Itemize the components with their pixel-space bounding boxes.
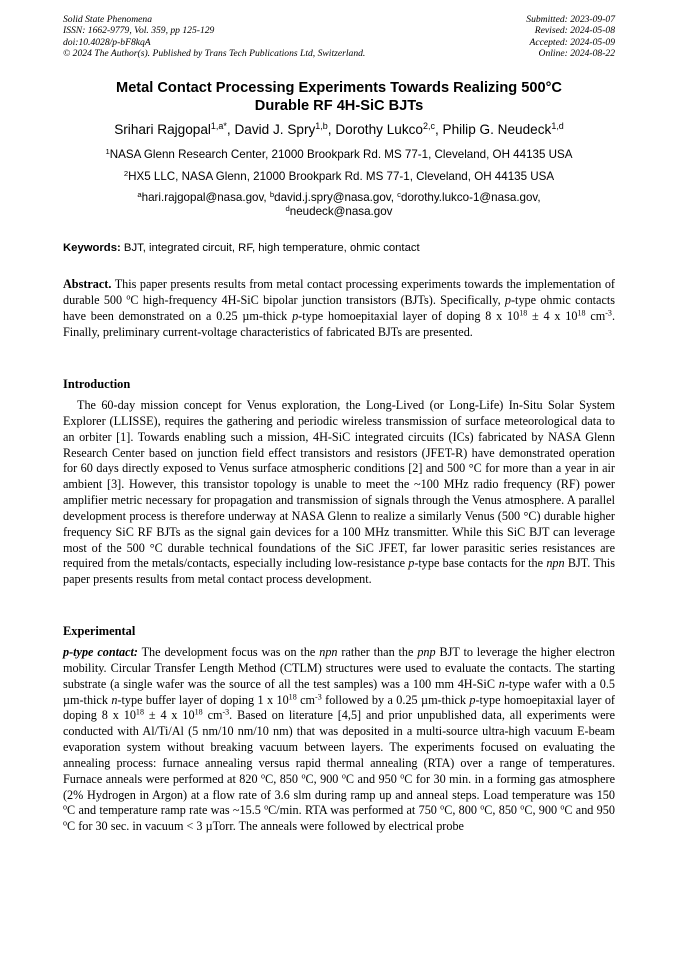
accepted-date: Accepted: 2024-05-09 [529, 36, 615, 48]
issn-line: ISSN: 1662-9779, Vol. 359, pp 125-129 [63, 25, 215, 37]
doi-line: doi:10.4028/p-bF8kqA [63, 36, 151, 48]
experimental-heading: Experimental [63, 624, 136, 638]
keywords [63, 241, 615, 255]
author-name: Dorothy Lukco [335, 122, 423, 137]
abstract-label: Abstract. [63, 277, 112, 291]
author-name: David J. Spry [234, 122, 316, 137]
journal-name: Solid State Phenomena [63, 14, 152, 25]
abstract: Abstract. This paper presents results from metal contact processing experiments towards the implementation of durable 500 $^o$C high-frequency 4H-SiC bipolar junction transistors (BJTs). Specifically, p-type ohmic contacts have been demonstrated on a 0.25 µm-thick p-type homoepitaxial layer of doping 8 x $10^{18} \pm 4$ x $10^{18}$ $cm^{-3}$. Finally, preliminary current-voltage characteristics of fabricated BJTs are presented. [63, 277, 615, 339]
introduction-paragraph: The 60-day mission concept for Venus exploration, the Long-Lived (or Long-Life) In-Situ Solar System Explorer (LLISSE), requires the gathering and periodic wireless transmission of surface meteorological data to an orbiter [1]. Towards enabling such a mission, 4H-SiC integrated circuits (ICs) fabricated by NASA Glenn Research Center based on junction field effect transistors and resistors (JFET-R) have demonstrated operation for 60 days directly exposed to Venus surface atmospheric conditions [2] and 500 °C for more than a year in air ambient [3]. However, this transistor topology is unable to meet the ~100 MHz radio frequency (RF) power amplifier metric necessary for propagation and transmission of signals through the Venus atmosphere. A parallel development process is therefore underway at NASA Glenn to realize a similarly Venus (500 °C) durable higher frequency SiC RF BJTs as the signal gain devices for a 100 MHz transmitter. While this SiC BJT can leverage most of the 500 °C durable technical foundations of the SiC JFET, far lower parasitic series resistances are required from the metals/contacts, especially including low-resistance p-type base contacts for the npn BJT. This paper presents results from metal contact process development. [63, 398, 615, 587]
author-separator: , [434, 122, 443, 137]
affiliation-text: NASA Glenn Research Center, 21000 Brookpark Rd. MS 77-1, Cleveland, OH 44135 USA [109, 148, 573, 161]
author-mark: 1,a* [210, 121, 227, 132]
author-mark: 2,c [422, 121, 435, 132]
affiliation-2 [20, 170, 658, 185]
journal-info [63, 14, 443, 60]
author-separator: , [327, 122, 336, 137]
author-emails [20, 191, 658, 220]
author-mark: 1,b [315, 121, 328, 132]
email-a[interactable]: hari.rajgopal@nasa.gov, [141, 191, 270, 204]
affiliation-mark: 2 [123, 168, 129, 178]
author-list [30, 121, 648, 138]
keywords-label: Keywords: [63, 242, 121, 254]
keywords-text: BJT, integrated circuit, RF, high temperature, ohmic contact [120, 242, 420, 254]
affiliation-mark: 1 [105, 146, 110, 156]
experimental-paragraph: p-type contact: The development focus was on the npn rather than the pnp BJT to leverage the higher electron mobility. Circular Transfer Length Method (CTLM) structures were used to evaluate the contacts. The starting substrate (a single wafer was the source of all the test samples) was a 100 mm 4H-SiC n-type wafer with a 0.5 µm-thick n-type buffer layer of doping 1 x $10^{18}$ $cm^{-3}$ followed by a 0.25 µm-thick p-type homoepitaxial layer of doping 8 x $10^{18} \pm 4$ x $10^{18}$ $cm^{-3}$. Based on literature [4,5] and prior unpublished data, all experiments were conducted with Al/Ti/Al (5 nm/10 nm/10 nm) that was deposited in a multi-source ultra-high vacuum E-beam evaporation system without breaking vacuum between layers. The experiments focused on evaluating the annealing process: furnace annealing versus rapid thermal annealing (RTA) over a range of temperatures. Furnace anneals were performed at 820 $^o$C, 850 $^o$C, 900 $^o$C and 950 $^o$C for 30 min. in a forming gas atmosphere (2% Hydrogen in Argon) at a flow rate of 3.6 slm during ramp up and anneal steps. Load temperature was 150 $^o$C and temperature ramp rate was ~15.5 $^o$C/min. RTA was performed at 750 $^o$C, 800 $^o$C, 850 $^o$C, 900 $^o$C and 950 $^o$C for 30 sec. in vacuum < 3 µTorr. The anneals were followed by electrical probe [63, 645, 616, 834]
introduction-heading: Introduction [63, 377, 131, 391]
author-name: Philip G. Neudeck [442, 122, 552, 137]
email-c[interactable]: dorothy.lukco-1@nasa.gov, [401, 191, 541, 204]
email-d[interactable]: neudeck@nasa.gov [289, 205, 393, 219]
publication-dates [415, 14, 615, 60]
affiliation-1 [20, 148, 658, 163]
copyright-line: © 2024 The Author(s). Published by Trans Tech Publications Ltd, Switzerland. [63, 48, 366, 60]
submitted-date: Submitted: 2023-09-07 [526, 14, 615, 25]
email-line-1: $^a$hari.rajgopal@nasa.gov, $^b$david.j.spry@nasa.gov, $^c$dorothy.lukco-1@nasa.gov, [137, 189, 541, 204]
online-date: Online: 2024-08-22 [538, 48, 615, 60]
affiliation-text: HX5 LLC, NASA Glenn, 21000 Brookpark Rd. MS 77-1, Cleveland, OH 44135 USA [128, 170, 555, 183]
p-type-contact-label: p-type contact: [63, 645, 138, 659]
title-line-1: Metal Contact Processing Experiments Towards Realizing 500°C [116, 80, 562, 96]
email-line-2: $^d$neudeck@nasa.gov [285, 204, 393, 219]
paper-title [40, 80, 638, 115]
author-name: Srihari Rajgopal [114, 122, 211, 137]
title-line-2: Durable RF 4H-SiC BJTs [254, 97, 424, 114]
revised-date: Revised: 2024-05-08 [534, 25, 615, 37]
email-b[interactable]: david.j.spry@nasa.gov, [274, 191, 398, 204]
author-mark: 1,d [551, 121, 564, 132]
author-separator: , [226, 122, 235, 137]
